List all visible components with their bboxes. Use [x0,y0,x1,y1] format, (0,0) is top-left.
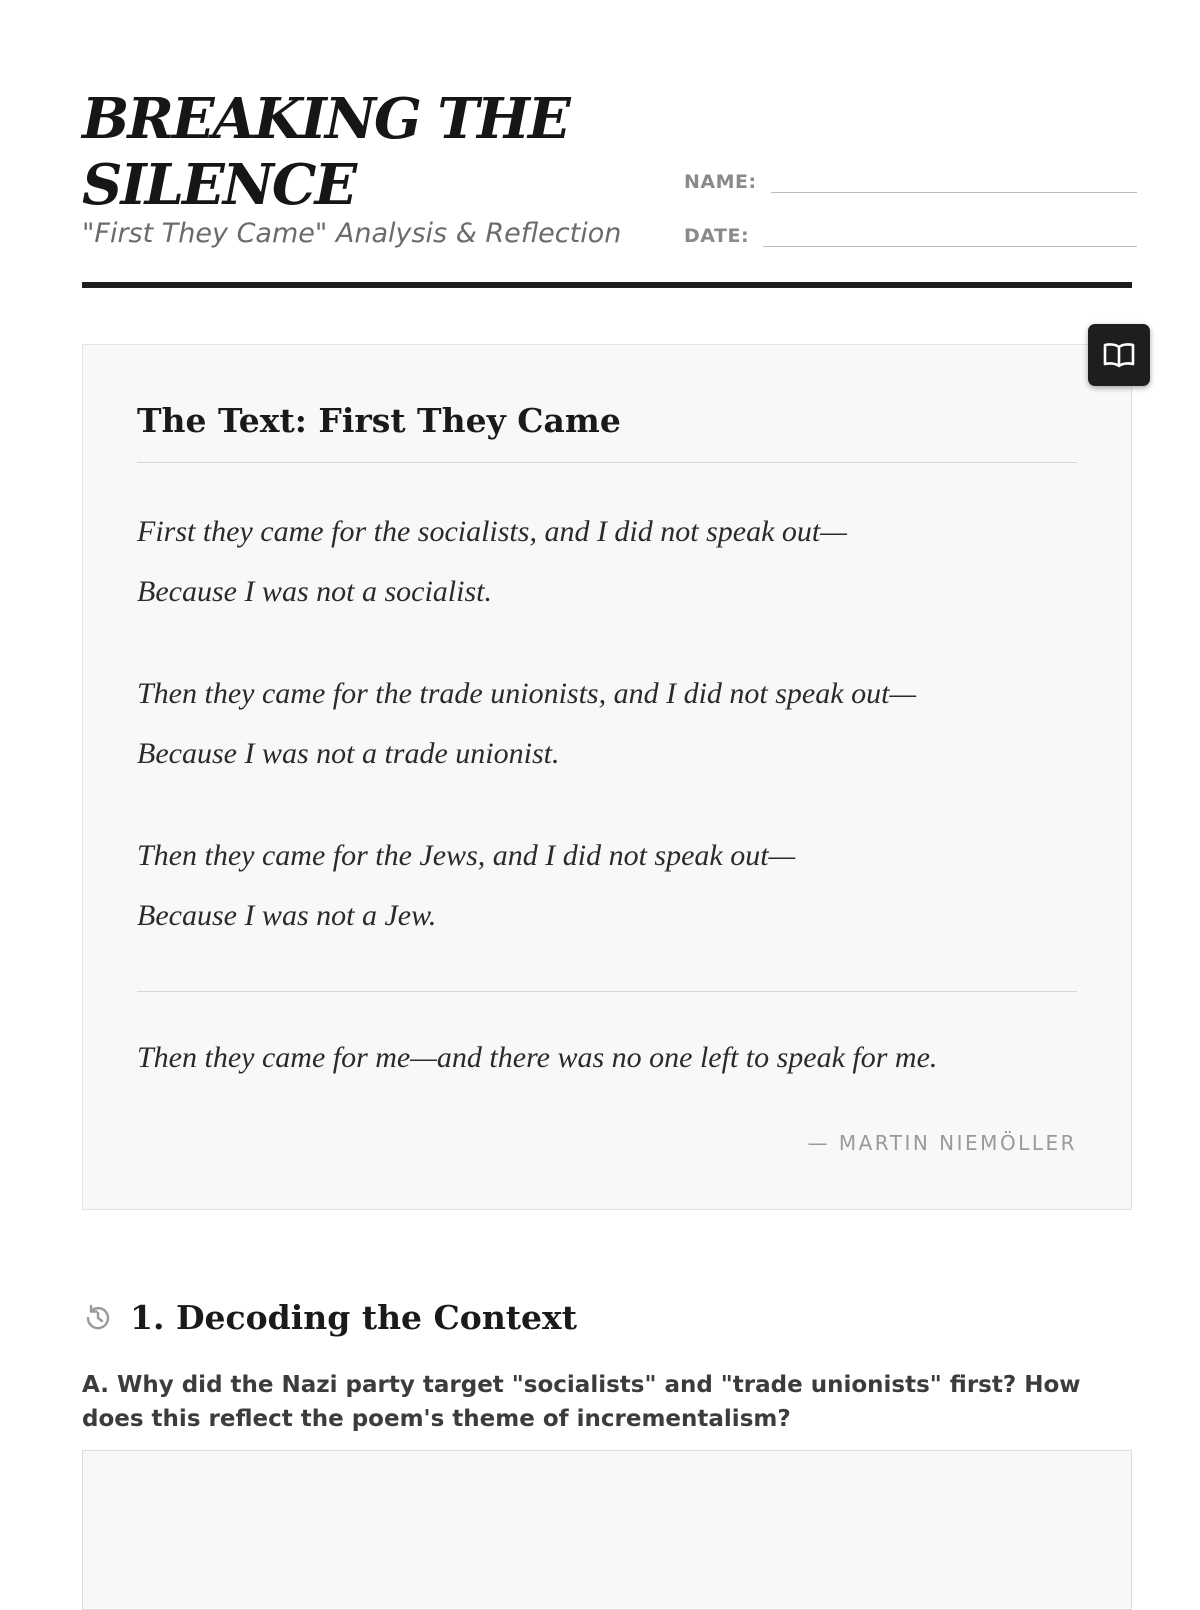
reference-button[interactable] [1088,324,1150,386]
date-input-line[interactable] [763,218,1137,247]
poem-line: First they came for the socialists, and I did not speak out— [137,515,847,548]
history-icon [82,1302,114,1334]
name-label: NAME: [684,171,757,193]
poem-final-divider [137,991,1077,992]
answer-a-field[interactable] [82,1450,1132,1610]
poem-line: Then they came for the Jews, and I did not speak out— [137,839,796,872]
header-divider [82,282,1132,288]
section-1-title: 1. Decoding the Context [130,1298,577,1337]
name-input-line[interactable] [771,164,1137,193]
worksheet-header [82,86,1132,218]
poem-panel [82,344,1132,1210]
title-line-1: BREAKING THE [82,86,569,152]
poem-heading-divider [137,462,1077,463]
date-field[interactable] [684,218,1137,247]
poem-heading: The Text: First They Came [137,401,621,440]
name-field[interactable] [684,164,1137,193]
worksheet-title [82,86,1132,218]
poem-line: Then they came for the trade unionists, and I did not speak out— [137,677,917,710]
worksheet-subtitle: "First They Came" Analysis & Reflection [82,218,622,249]
poem-line: Because I was not a trade unionist. [137,737,560,770]
poem-final-line: Then they came for me—and there was no one left to speak for me. [137,1041,938,1074]
section-1-header [82,1298,577,1337]
poem-line: Because I was not a Jew. [137,899,437,932]
poem-author: — MARTIN NIEMÖLLER [807,1131,1077,1155]
title-line-2: SILENCE [82,152,356,218]
question-a: A. Why did the Nazi party target "socialists" and "trade unionists" first? How does this reflect the poem's theme of incrementalism? [82,1372,1081,1432]
open-book-icon [1102,340,1136,370]
date-label: DATE: [684,225,750,247]
poem-line: Because I was not a socialist. [137,575,492,608]
